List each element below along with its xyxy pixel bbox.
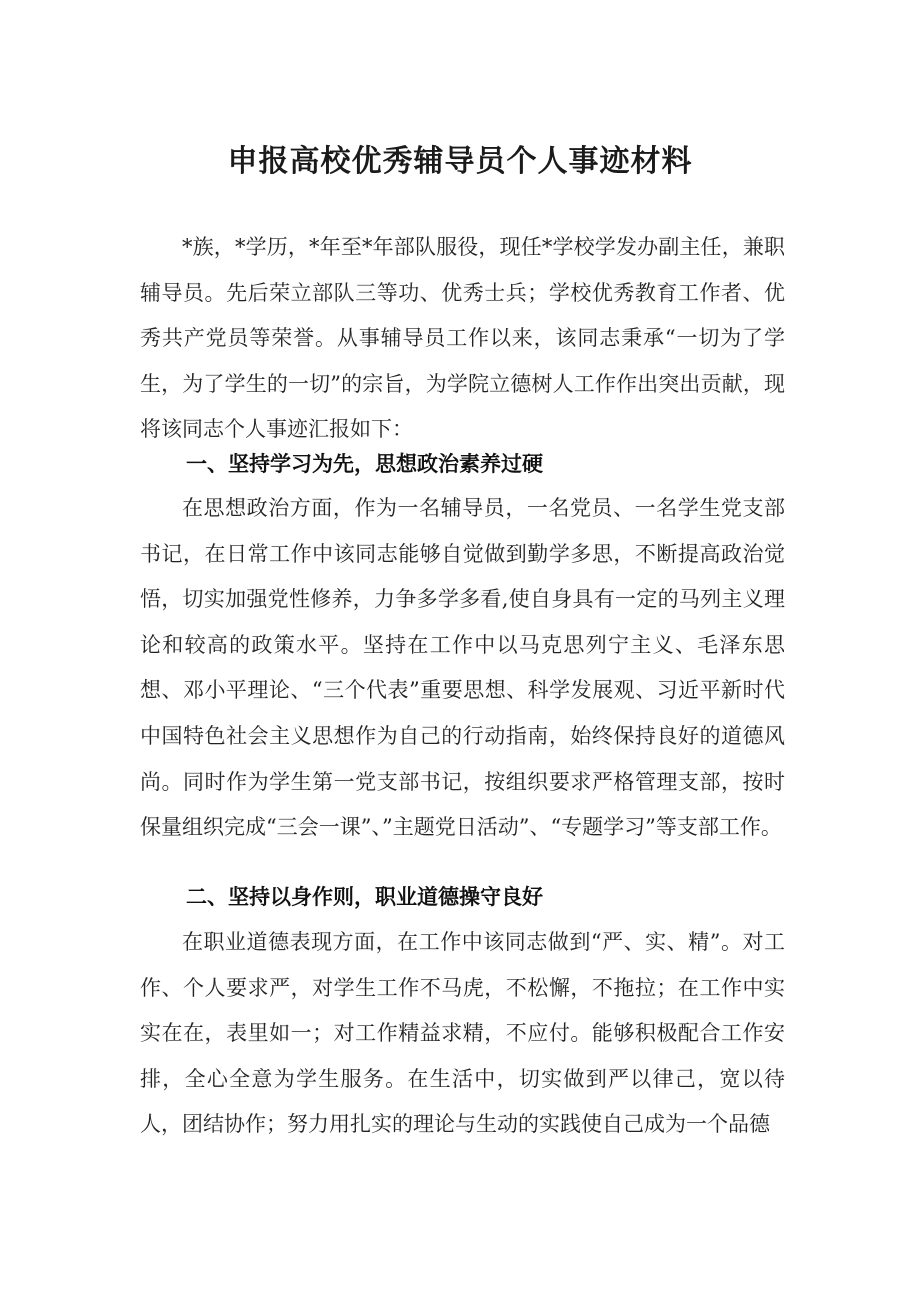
section-2-body: 在职业道德表现方面，在工作中该同志做到“严、实、精”。对工作、个人要求严，对学生工作不马虎，不松懈，不拖拉；在工作中实实在在，表里如一；对工作精益求精，不应付。能够积极配合工作安排，全心全意为学生服务。在生活中，切实做到严以律己，宽以待人，团结协作；努力用扎实的理论与生动的实践使自己成为一个品德	[140, 930, 785, 1137]
document-title: 申报高校优秀辅导员个人事迹材料	[227, 144, 693, 180]
intro-paragraph: *族，*学历，*年至*年部队服役，现任*学校学发办副主任，兼职辅导员。先后荣立部队三等功、优秀士兵；学校优秀教育工作者、优秀共产党员等荣誉。从事辅导员工作以来，该同志秉承“一切为了学生，为了学生的一切”的宗旨，为学院立德树人工作作出突出贡献，现将该同志个人事迹汇报如下：	[140, 235, 785, 442]
section-1-heading: 一、坚持学习为先，思想政治素养过硬	[186, 452, 543, 476]
section-1-body: 在思想政治方面，作为一名辅导员，一名党员、一名学生党支部书记，在日常工作中该同志能够自觉做到勤学多思，不断提高政治觉悟，切实加强党性修养，力争多学多看,使自身具有一定的马列主义理论和较高的政策水平。坚持在工作中以马克思列宁主义、毛泽东思想、邓小平理论、“三个代表”重要思想、科学发展观、习近平新时代中国特色社会主义思想作为自己的行动指南，始终保持良好的道德风尚。同时作为学生第一党支部书记，按组织要求严格管理支部，按时保量组织完成“三会一课”、”主题党日活动”、“专题学习”等支部工作。	[140, 496, 785, 840]
section-2-heading: 二、坚持以身作则，职业道德操守良好	[186, 885, 543, 909]
